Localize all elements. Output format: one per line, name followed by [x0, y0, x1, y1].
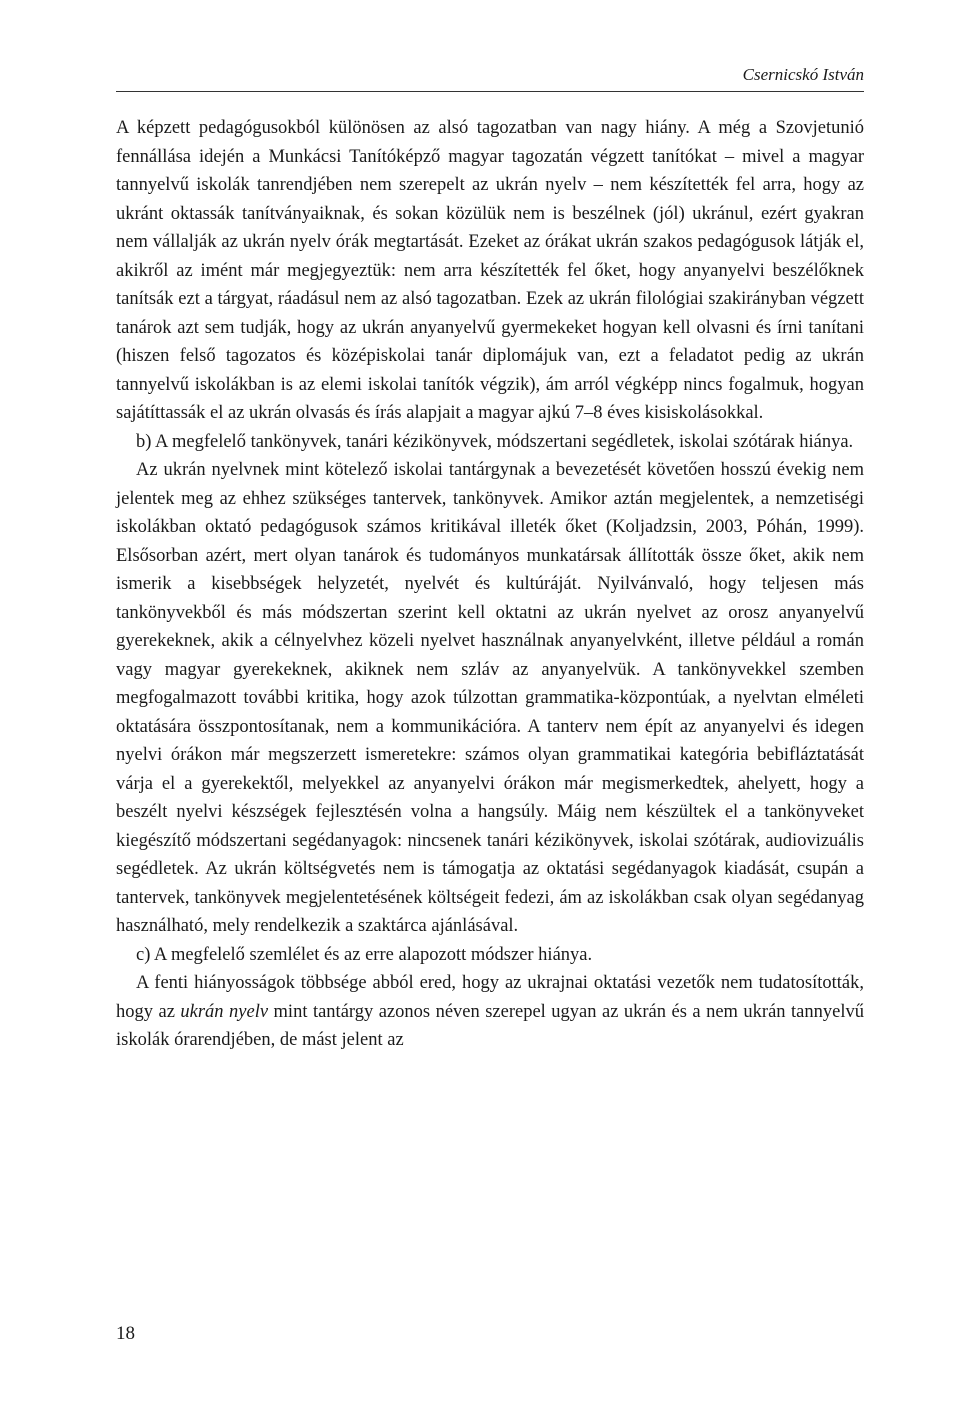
- paragraph-2-list-item-b: b) A megfelelő tankönyvek, tanári kézikönyvek, módszertani segédletek, iskolai szótárak hiánya.: [136, 431, 854, 452]
- paragraph-1: A képzett pedagógusokból különösen az alsó tagozatban van nagy hiány. A még a Szovjetunió fennállása idején a Munkácsi Tanítóképző magyar tagozatán végzett tanítókat – mivel a magyar tannyelvű iskolák tanrendjében nem szerepelt az ukrán nyelv – nem készítették fel arra, hogy az ukránt oktassák tanítványaiknak, és sokan közülük nem is beszélnek (jól) ukránul, ezért gyakran nem vállalják az ukrán nyelv órák megtartását. Ezeket az órákat ukrán szakos pedagógusok látják el, akikről az imént már megjegyeztük: nem arra készítették fel őket, hogy anyanyelvi beszélőknek tanítsák ezt a tárgyat, ráadásul nem az alsó tagozatban. Ezek az ukrán filológiai szakirányban végzett tanárok azt sem tudják, hogy az ukrán anyanyelvű gyermekeket hogyan kell olvasni és írni tanítani (hiszen felső tagozatos és középiskolai tanár diplomájuk van, ezt a feladatot pedig az ukrán tannyelvű iskolákban is az elemi iskolai tanítók végzik), ám arról végképp nincs fogalmuk, hogyan sajátíttassák el az ukrán olvasás és írás alapjait a magyar ajkú 7–8 éves kisiskolásokkal.: [116, 118, 864, 423]
- paragraph-5-italic-term: ukrán nyelv: [180, 1001, 269, 1022]
- paragraph-4-list-item-c: c) A megfelelő szemlélet és az erre alapozott módszer hiánya.: [136, 944, 593, 965]
- page-number: 18: [116, 1323, 135, 1344]
- paragraph-5-text-after: mint tantárgy azonos néven szerepel ugyan az ukrán és a nem ukrán tannyelvű iskolák órarendjében, de mást jelent az: [116, 1001, 864, 1050]
- paragraph-5: [116, 969, 864, 1055]
- running-head-author: Csernicskó István: [742, 65, 864, 84]
- body-text: [116, 114, 864, 1055]
- paragraph-3: Az ukrán nyelvnek mint kötelező iskolai tantárgynak a bevezetését követően hosszú évekig nem jelentek meg az ehhez szükséges tantervek, tankönyvek. Amikor aztán megjelentek, a nemzetiségi iskolákban oktató pedagógusok számos kritikával illeték őket (Koljadzsin, 2003, Póhán, 1999). Elsősorban azért, mert olyan tanárok és tudományos munkatársak állították össze őket, akik nem ismerik a kisebbségek helyzetét, nyelvét és kultúráját. Nyilvánvaló, hogy teljesen más tankönyvekből és más módszertan szerint kell oktatni az ukrán nyelvet az orosz anyanyelvű gyerekeknek, akik a célnyelvhez közeli nyelvet használnak anyanyelvként, illetve például a román vagy magyar gyerekeknek, akiknek nem szláv az anyanyelvük. A tankönyvekkel szemben megfogalmazott további kritika, hogy azok túlzottan grammatika-központúak, a nyelvtan elméleti oktatására összpontosítanak, nem a kommunikációra. A tanterv nem épít az anyanyelvi és idegen nyelvi órákon már megszerzett ismeretekre: számos olyan grammatikai kategória bebifláztatását várja el a gyerekektől, melyekkel az anyanyelvi órákon már megismerkedtek, ahelyett, hogy a beszélt nyelvi készségek fejlesztésén volna a hangsúly. Máig nem készültek el a tankönyveket kiegészítő módszertani segédanyagok: nincsenek tanári kézikönyvek, iskolai szótárak, audiovizuális segédletek. Az ukrán költségvetés nem is támogatja az oktatási segédanyagok kiadását, csupán a tantervek, tankönyvek megjelentetésének költségeit fedezi, ám az iskolákban csak olyan segédanyag használható, mely rendelkezik a szaktárca ajánlásával.: [116, 460, 864, 936]
- header-rule: [116, 91, 864, 92]
- paragraph-5-text-before: A fenti hiányosságok többsége abból ered, hogy az ukrajnai oktatási vezetők nem tudatosították, hogy az: [116, 973, 864, 1022]
